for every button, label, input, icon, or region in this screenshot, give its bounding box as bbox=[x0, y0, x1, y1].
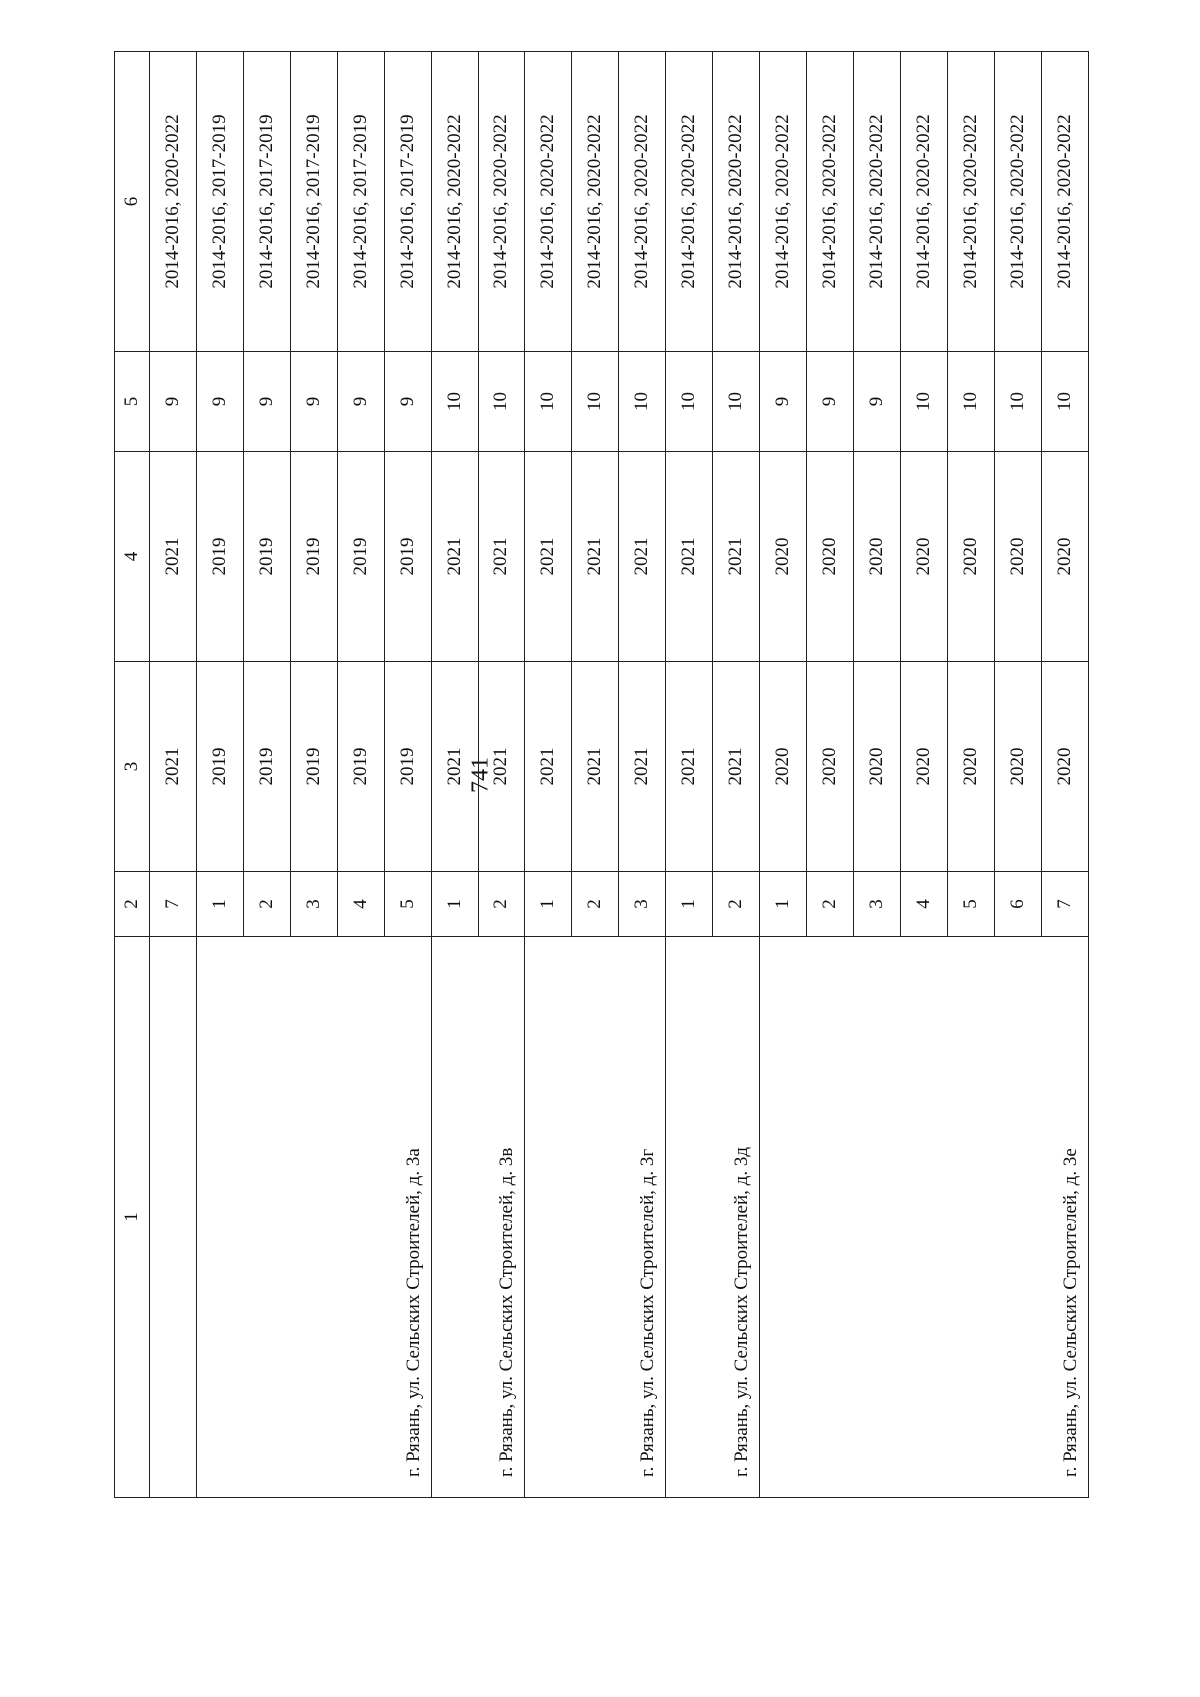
cell-col6: 2014-2016, 2017-2019 bbox=[337, 52, 384, 352]
cell-col5: 9 bbox=[854, 352, 901, 452]
cell-col5: 9 bbox=[243, 352, 290, 452]
cell-col2: 1 bbox=[760, 872, 807, 937]
cell-col6: 2014-2016, 2020-2022 bbox=[807, 52, 854, 352]
cell-col6: 2014-2016, 2020-2022 bbox=[713, 52, 760, 352]
cell-col5: 9 bbox=[807, 352, 854, 452]
address-cell: г. Рязань, ул. Сельских Строителей, д. 3г bbox=[525, 937, 666, 1498]
continuation-blank-cell bbox=[149, 937, 196, 1498]
cell-col3: 2020 bbox=[1041, 662, 1088, 872]
cell-col3: 2020 bbox=[994, 662, 1041, 872]
cell-col3: 2021 bbox=[666, 662, 713, 872]
cell-col2: 3 bbox=[619, 872, 666, 937]
cell-col5: 10 bbox=[666, 352, 713, 452]
header-row bbox=[115, 52, 150, 1498]
cell-col5: 9 bbox=[196, 352, 243, 452]
data-table bbox=[114, 51, 1089, 1498]
cell-col5: 10 bbox=[525, 352, 572, 452]
cell-col4: 2021 bbox=[478, 452, 525, 662]
cell-col5: 10 bbox=[619, 352, 666, 452]
cell-col4: 2019 bbox=[290, 452, 337, 662]
cell-col6: 2014-2016, 2020-2022 bbox=[1041, 52, 1088, 352]
cell-col2: 3 bbox=[854, 872, 901, 937]
cell-col2: 2 bbox=[572, 872, 619, 937]
cell-col2: 2 bbox=[478, 872, 525, 937]
cell-col4: 2019 bbox=[337, 452, 384, 662]
cell-col4: 2020 bbox=[854, 452, 901, 662]
cell-col3: 2020 bbox=[760, 662, 807, 872]
page-number-text: 741 bbox=[467, 757, 494, 793]
cell-col2: 5 bbox=[384, 872, 431, 937]
cell-col2: 1 bbox=[525, 872, 572, 937]
cell-col2: 2 bbox=[713, 872, 760, 937]
header-cell-2: 2 bbox=[115, 872, 150, 937]
cell-col4: 2021 bbox=[619, 452, 666, 662]
header-cell-4: 4 bbox=[115, 452, 150, 662]
cell-col6: 2014-2016, 2020-2022 bbox=[619, 52, 666, 352]
cell-col4: 2020 bbox=[1041, 452, 1088, 662]
cell-col6: 2014-2016, 2017-2019 bbox=[196, 52, 243, 352]
continuation-cell-5: 9 bbox=[149, 352, 196, 452]
cell-col2: 4 bbox=[900, 872, 947, 937]
address-cell: г. Рязань, ул. Сельских Строителей, д. 3в bbox=[431, 937, 525, 1498]
address-cell: г. Рязань, ул. Сельских Строителей, д. 3е bbox=[760, 937, 1089, 1498]
cell-col5: 10 bbox=[572, 352, 619, 452]
cell-col5: 10 bbox=[900, 352, 947, 452]
cell-col5: 10 bbox=[947, 352, 994, 452]
cell-col3: 2019 bbox=[290, 662, 337, 872]
table-row bbox=[431, 52, 478, 1498]
cell-col4: 2021 bbox=[572, 452, 619, 662]
table-wrapper bbox=[114, 52, 1089, 1498]
cell-col4: 2021 bbox=[666, 452, 713, 662]
cell-col6: 2014-2016, 2017-2019 bbox=[243, 52, 290, 352]
header-cell-5: 5 bbox=[115, 352, 150, 452]
cell-col6: 2014-2016, 2020-2022 bbox=[994, 52, 1041, 352]
table-row bbox=[666, 52, 713, 1498]
cell-col5: 10 bbox=[994, 352, 1041, 452]
cell-col3: 2019 bbox=[337, 662, 384, 872]
cell-col5: 10 bbox=[431, 352, 478, 452]
cell-col6: 2014-2016, 2020-2022 bbox=[854, 52, 901, 352]
continuation-cell-2: 7 bbox=[149, 872, 196, 937]
cell-col2: 1 bbox=[666, 872, 713, 937]
cell-col4: 2020 bbox=[947, 452, 994, 662]
cell-col6: 2014-2016, 2020-2022 bbox=[572, 52, 619, 352]
cell-col6: 2014-2016, 2020-2022 bbox=[666, 52, 713, 352]
cell-col4: 2021 bbox=[431, 452, 478, 662]
cell-col6: 2014-2016, 2020-2022 bbox=[478, 52, 525, 352]
cell-col2: 3 bbox=[290, 872, 337, 937]
cell-col6: 2014-2016, 2020-2022 bbox=[431, 52, 478, 352]
cell-col3: 2020 bbox=[947, 662, 994, 872]
cell-col4: 2021 bbox=[713, 452, 760, 662]
cell-col3: 2021 bbox=[525, 662, 572, 872]
cell-col2: 2 bbox=[807, 872, 854, 937]
table-row bbox=[525, 52, 572, 1498]
table-body bbox=[115, 52, 1089, 1498]
cell-col3: 2021 bbox=[619, 662, 666, 872]
cell-col4: 2021 bbox=[525, 452, 572, 662]
cell-col6: 2014-2016, 2020-2022 bbox=[900, 52, 947, 352]
cell-col6: 2014-2016, 2017-2019 bbox=[384, 52, 431, 352]
continuation-cell-4: 2021 bbox=[149, 452, 196, 662]
cell-col2: 4 bbox=[337, 872, 384, 937]
cell-col5: 9 bbox=[290, 352, 337, 452]
cell-col2: 1 bbox=[196, 872, 243, 937]
address-cell: г. Рязань, ул. Сельских Строителей, д. 3а bbox=[196, 937, 431, 1498]
cell-col3: 2019 bbox=[384, 662, 431, 872]
cell-col2: 5 bbox=[947, 872, 994, 937]
cell-col6: 2014-2016, 2020-2022 bbox=[760, 52, 807, 352]
cell-col2: 1 bbox=[431, 872, 478, 937]
cell-col2: 2 bbox=[243, 872, 290, 937]
cell-col6: 2014-2016, 2020-2022 bbox=[525, 52, 572, 352]
table-row bbox=[760, 52, 807, 1498]
continuation-cell-3: 2021 bbox=[149, 662, 196, 872]
header-cell-1: 1 bbox=[115, 937, 150, 1498]
cell-col3: 2020 bbox=[807, 662, 854, 872]
cell-col6: 2014-2016, 2017-2019 bbox=[290, 52, 337, 352]
cell-col4: 2019 bbox=[384, 452, 431, 662]
address-cell: г. Рязань, ул. Сельских Строителей, д. 3д bbox=[666, 937, 760, 1498]
cell-col5: 10 bbox=[713, 352, 760, 452]
cell-col3: 2019 bbox=[196, 662, 243, 872]
cell-col3: 2020 bbox=[900, 662, 947, 872]
cell-col5: 10 bbox=[478, 352, 525, 452]
cell-col2: 6 bbox=[994, 872, 1041, 937]
cell-col3: 2021 bbox=[431, 662, 478, 872]
cell-col3: 2019 bbox=[243, 662, 290, 872]
cell-col3: 2020 bbox=[854, 662, 901, 872]
cell-col4: 2019 bbox=[196, 452, 243, 662]
cell-col5: 9 bbox=[337, 352, 384, 452]
table-row bbox=[196, 52, 243, 1498]
cell-col4: 2019 bbox=[243, 452, 290, 662]
cell-col3: 2021 bbox=[713, 662, 760, 872]
cell-col5: 9 bbox=[760, 352, 807, 452]
cell-col5: 10 bbox=[1041, 352, 1088, 452]
cell-col4: 2020 bbox=[760, 452, 807, 662]
cell-col3: 2021 bbox=[478, 662, 525, 872]
table-rotator bbox=[114, 52, 1089, 1498]
cell-col5: 9 bbox=[384, 352, 431, 452]
cell-col3: 2021 bbox=[572, 662, 619, 872]
header-cell-6: 6 bbox=[115, 52, 150, 352]
continuation-row bbox=[149, 52, 196, 1498]
header-cell-3: 3 bbox=[115, 662, 150, 872]
cell-col2: 7 bbox=[1041, 872, 1088, 937]
cell-col4: 2020 bbox=[994, 452, 1041, 662]
cell-col4: 2020 bbox=[807, 452, 854, 662]
cell-col4: 2020 bbox=[900, 452, 947, 662]
continuation-cell-6: 2014-2016, 2020-2022 bbox=[149, 52, 196, 352]
cell-col6: 2014-2016, 2020-2022 bbox=[947, 52, 994, 352]
